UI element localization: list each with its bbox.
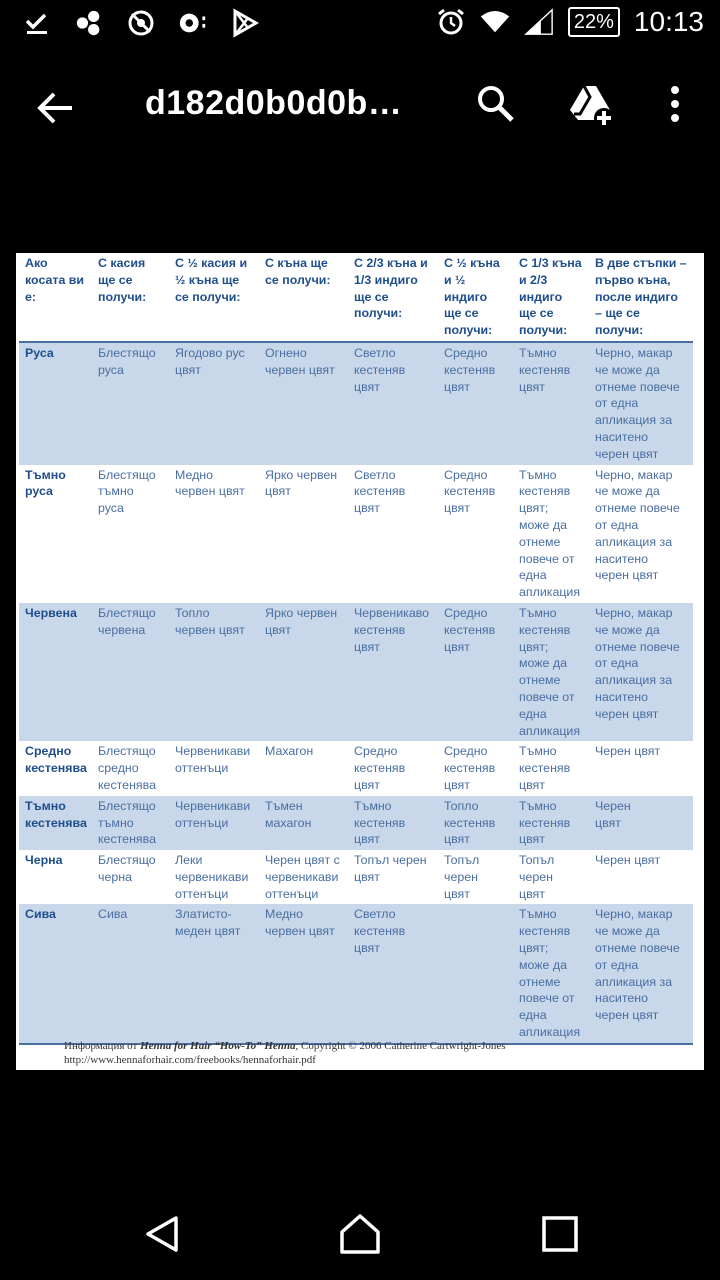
table-cell: Медно червен цвят [259,904,348,1043]
navigation-bar [0,1190,720,1280]
table-row [19,850,693,904]
table-cell: Светло кестеняв цвят [348,342,438,465]
source-credit [64,1039,506,1067]
wifi-icon [480,7,510,37]
table-header-row [19,253,693,342]
row-label: Червена [19,603,92,741]
table-cell: Блестящо руса [92,342,169,465]
table-cell: Черно, макар че може да отнеме повече от една апликация за наситено черен цвят [589,603,693,741]
table-cell: Огнено червен цвят [259,342,348,465]
table-cell: Топло кестеняв цвят [438,796,513,850]
nav-recents-icon[interactable] [540,1214,580,1254]
row-label: Сива [19,904,92,1043]
radio-icon [178,8,208,38]
signal-icon [524,7,554,37]
table-cell: Тъмно кестеняв цвят; може да отнеме повече от една апликация [513,603,589,741]
table-cell: Блестящо тъмно кестенява [92,796,169,850]
row-label: Тъмно кестенява [19,796,92,850]
table-cell: Тъмно кестеняв цвят [513,342,589,465]
back-arrow-icon[interactable] [32,84,80,132]
header-cell: С ½ къна и ½ индиго ще се получи: [438,253,513,342]
table-cell: Тъмно кестеняв цвят; може да отнеме повече от една апликация [513,904,589,1043]
table-cell: Тъмно кестеняв цвят; може да отнеме повече от една апликация [519,467,581,600]
table-cell: Блестящо червена [92,603,169,741]
table-cell: Медно червен цвят [175,467,245,499]
document-title: d182d0b0d0b… [145,84,403,122]
hive-icon [74,8,104,38]
table-cell: Топъл черен цвят [354,853,427,884]
nav-back-icon[interactable] [140,1212,184,1256]
table-row [19,796,693,850]
table-cell: Тъмен махагон [259,796,348,850]
header-cell: В две стъпки – първо къна, после индиго – ще се получи: [589,253,693,342]
table-cell: Леки червеникави оттенъци [175,853,249,901]
table-row [19,603,693,741]
table-cell: Средно кестеняв цвят [444,744,496,792]
table-cell: Червеникаво кестеняв цвят [348,603,438,741]
row-label: Средно кестенява [25,744,87,776]
table-cell: Ярко червен цвят [259,603,348,741]
table-cell: Топъл черен цвят [444,853,480,901]
table-cell: Червеникави оттенъци [175,744,251,776]
credit-prefix: Информация от [64,1040,141,1052]
app-toolbar [0,50,720,160]
table-cell: Черно, макар че може да отнеме повече от една апликация за наситено черен цвят [589,904,693,1043]
row-label: Черна [25,853,63,868]
more-vert-icon[interactable] [660,82,690,126]
status-bar [0,0,720,50]
table-cell: Средно кестеняв цвят [444,467,496,516]
table-cell: Светло кестеняв цвят [348,904,438,1043]
credit-copyright: , Copyright © 2006 Catherine Cartwright-Jones [295,1040,506,1052]
nav-home-icon[interactable] [338,1212,382,1256]
table-cell: Черен цвят [589,796,693,850]
table-row [19,904,693,1043]
drive-add-icon[interactable] [566,80,616,130]
table-cell: Черен цвят [595,744,661,759]
table-cell: Блестящо средно кестенява [98,744,156,792]
row-label: Тъмно руса [25,467,66,499]
table-cell: Блестящо черна [98,853,156,884]
credit-source: Henna for Hair “How-To” Henna [140,1040,296,1052]
table-cell: Черен цвят с червеникави оттенъци [265,853,340,901]
table-cell: Топъл черен цвят [519,853,555,901]
table-cell: Червеникави оттенъци [169,796,259,850]
battery-indicator: 22% [568,7,620,37]
header-cell: С къна ще се получи: [259,253,348,342]
row-label: Руса [19,342,92,465]
table-cell: Тъмно кестеняв цвят [348,796,438,850]
header-cell: Ако косата ви е: [19,253,92,342]
table-cell: Черно, макар че може да отнеме повече от една апликация за наситено черен цвят [595,467,680,583]
credit-url: http://www.hennaforhair.com/freebooks/hennaforhair.pdf [64,1054,316,1066]
table-cell: Средно кестеняв цвят [354,744,406,792]
table-cell: Блестящо тъмно руса [98,467,156,516]
header-cell: С касия ще се получи: [92,253,169,342]
document-page[interactable] [16,253,704,1070]
clock: 10:13 [633,6,704,37]
search-icon[interactable] [474,82,518,126]
alarm-icon [436,7,466,37]
table-cell: Черен цвят [595,853,661,868]
table-row [19,465,693,603]
table-row [19,741,693,795]
play-store-icon [230,8,260,38]
henna-color-table [19,253,693,1045]
table-cell: Махагон [265,744,314,759]
table-cell: Златисто- меден цвят [169,904,259,1043]
table-cell: Черно, макар че може да отнеме повече от една апликация за наситено черен цвят [589,342,693,465]
table-cell: Тъмно кестеняв цвят [519,744,571,792]
table-cell: Средно кестеняв цвят [438,603,513,741]
table-cell: Сива [92,904,169,1043]
table-cell: Топло червен цвят [169,603,259,741]
table-row [19,342,693,465]
table-cell: Светло кестеняв цвят [354,467,406,516]
table-cell [438,904,513,1043]
header-cell: С 2/3 къна и 1/3 индиго ще се получи: [348,253,438,342]
header-cell: С 1/3 къна и 2/3 индиго ще се получи: [513,253,589,342]
table-cell: Ярко червен цвят [265,467,338,499]
header-cell: С ½ касия и ½ къна ще се получи: [169,253,259,342]
no-camera-icon [126,8,156,38]
table-cell: Средно кестеняв цвят [438,342,513,465]
table-cell: Ягодово рус цвят [169,342,259,465]
table-cell: Тъмно кестеняв цвят [513,796,589,850]
download-done-icon [22,8,52,38]
